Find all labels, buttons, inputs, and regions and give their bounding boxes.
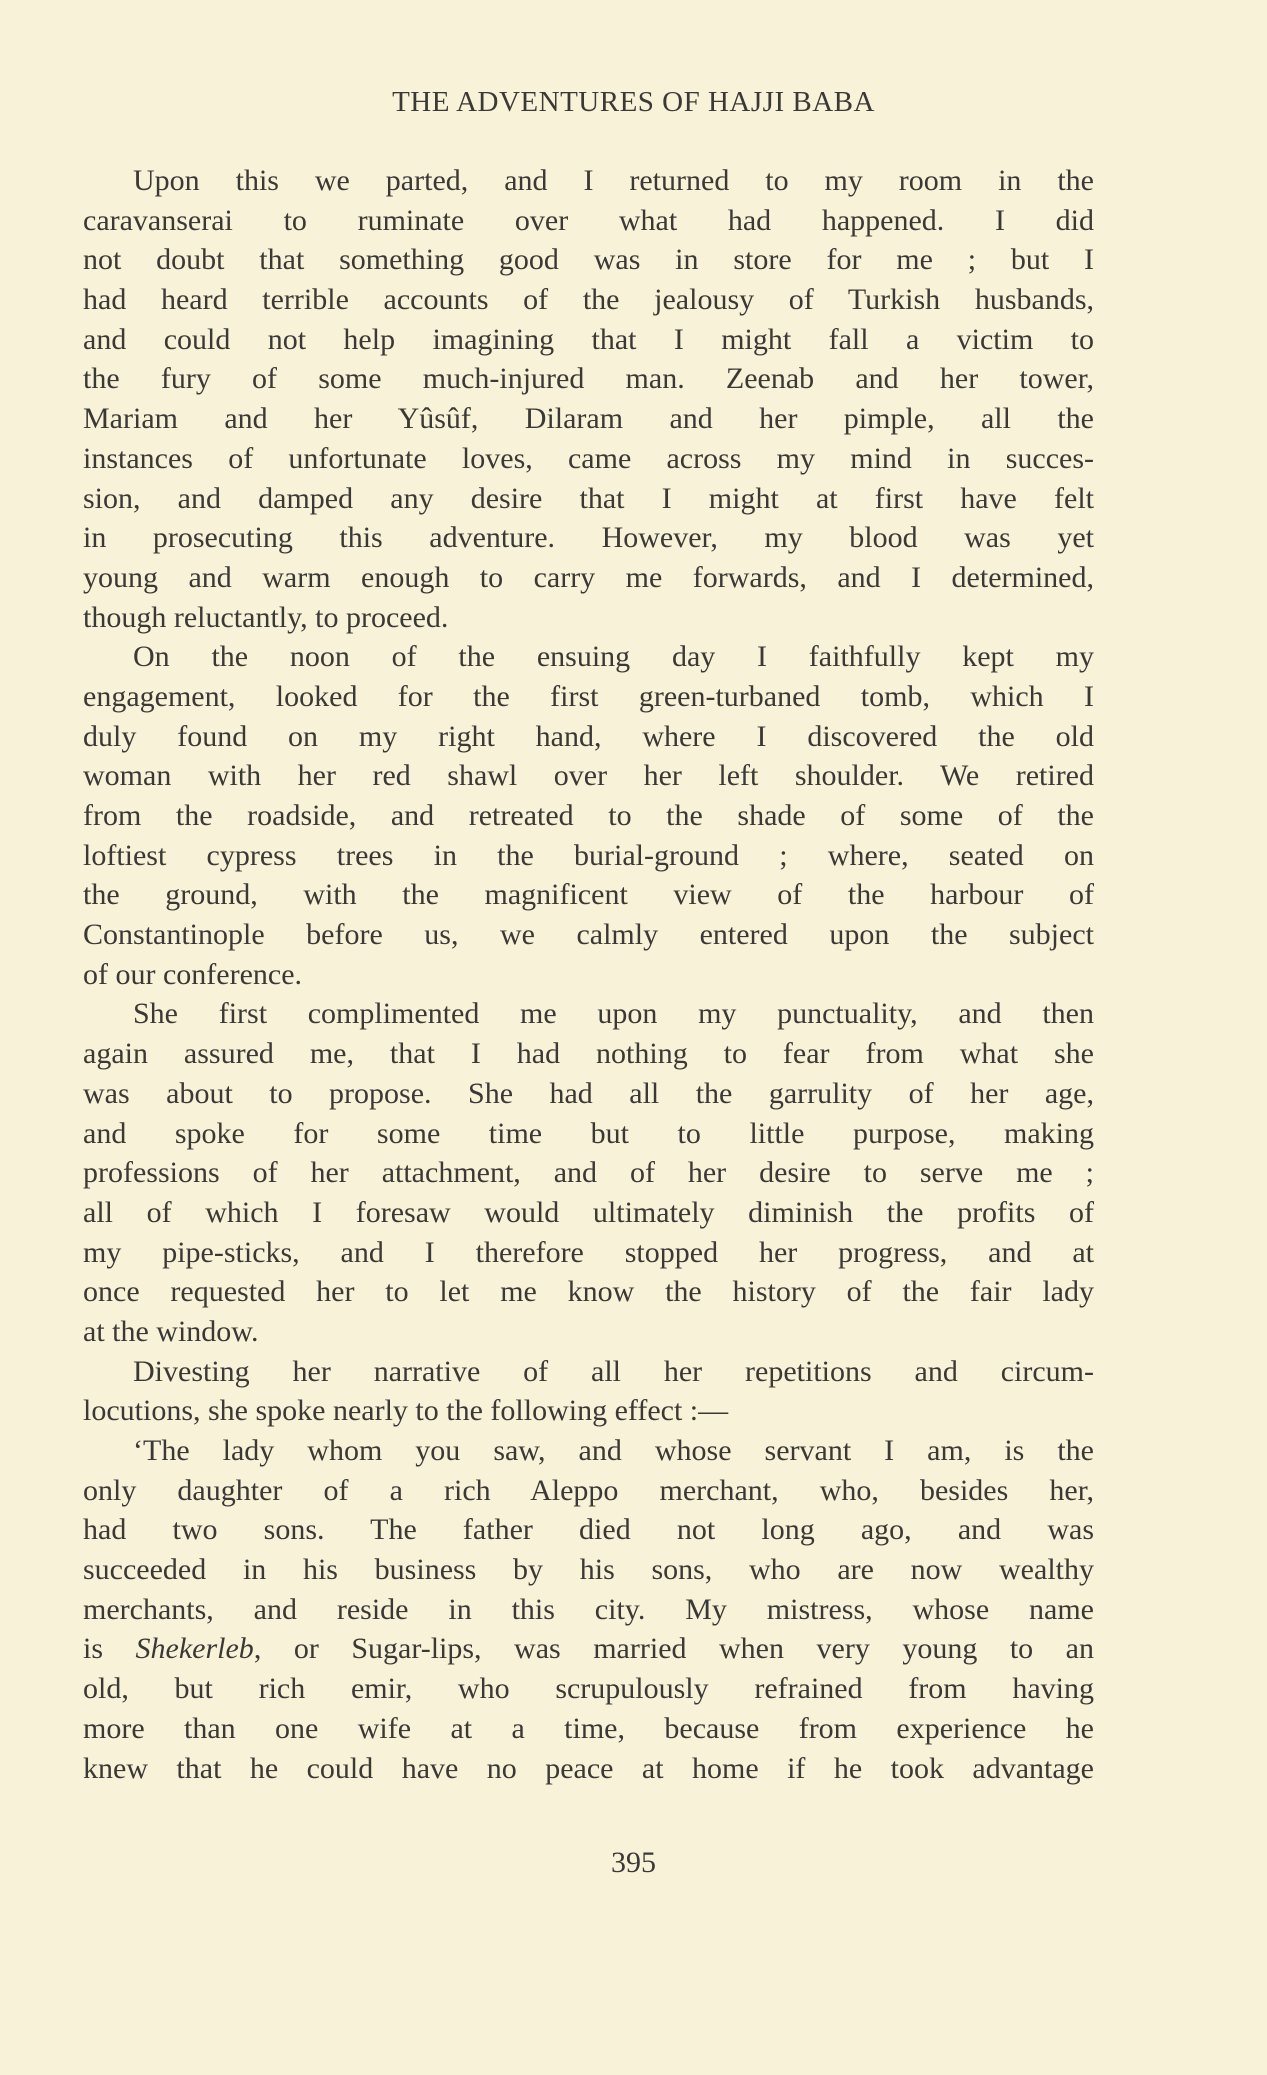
text-line: though reluctantly, to proceed. bbox=[83, 600, 449, 634]
text-line: caravanserai to ruminate over what had happened. I did bbox=[83, 203, 1094, 237]
text-line: merchants, and reside in this city. My mistress, whose name bbox=[83, 1592, 1094, 1626]
text-line: professions of her attachment, and of her desire to serve me ; bbox=[83, 1156, 1094, 1190]
running-header: THE ADVENTURES OF HAJJI BABA bbox=[392, 86, 875, 118]
text-segment: , or Sugar-lips, was married when very young to an bbox=[253, 1632, 1094, 1666]
text-line: Mariam and her Yûsûf, Dilaram and her pimple, all the bbox=[83, 402, 1094, 436]
text-line: and spoke for some time but to little purpose, making bbox=[83, 1116, 1094, 1150]
text-line: On the noon of the ensuing day I faithfully kept my bbox=[133, 640, 1094, 674]
text-line bbox=[83, 1629, 1094, 1669]
text-line: instances of unfortunate loves, came across my mind in succes- bbox=[83, 441, 1094, 475]
text-line: from the roadside, and retreated to the shade of some of the bbox=[83, 799, 1094, 832]
text-line: knew that he could have no peace at home if he took advantage bbox=[83, 1751, 1094, 1785]
text-line: engagement, looked for the first green-turbaned tomb, which I bbox=[83, 679, 1094, 713]
text-line: woman with her red shawl over her left shoulder. We retired bbox=[83, 759, 1094, 793]
text-line: Constantinople before us, we calmly entered upon the subject bbox=[83, 918, 1094, 952]
text-line: Upon this we parted, and I returned to my room in the bbox=[133, 164, 1094, 197]
text-line: at the window. bbox=[83, 1314, 259, 1348]
text-line: young and warm enough to carry me forwards, and I determined, bbox=[83, 560, 1094, 594]
text-line: only daughter of a rich Aleppo merchant, who, besides her, bbox=[83, 1473, 1094, 1507]
body-text bbox=[83, 161, 1094, 1788]
text-line: locutions, she spoke nearly to the following effect :— bbox=[83, 1394, 729, 1428]
text-line: had heard terrible accounts of the jealousy of Turkish husbands, bbox=[83, 283, 1094, 317]
text-line: She first complimented me upon my punctuality, and then bbox=[133, 997, 1094, 1031]
text-line: all of which I foresaw would ultimately diminish the profits of bbox=[83, 1195, 1094, 1229]
text-line: not doubt that something good was in store for me ; but I bbox=[83, 243, 1094, 277]
text-segment: is bbox=[83, 1632, 136, 1666]
text-line: again assured me, that I had nothing to fear from what she bbox=[83, 1037, 1094, 1071]
text-line: ‘The lady whom you saw, and whose servant I am, is the bbox=[133, 1434, 1094, 1467]
text-line: the fury of some much-injured man. Zeenab and her tower, bbox=[83, 362, 1094, 396]
text-line: in prosecuting this adventure. However, my blood was yet bbox=[83, 521, 1094, 555]
text-line: succeeded in his business by his sons, who are now wealthy bbox=[83, 1553, 1094, 1587]
paragraph bbox=[83, 1352, 1094, 1431]
paragraph bbox=[83, 994, 1094, 1351]
text-line: was about to propose. She had all the garrulity of her age, bbox=[83, 1076, 1094, 1110]
text-line: more than one wife at a time, because from experience he bbox=[83, 1711, 1094, 1745]
text-line: duly found on my right hand, where I discovered the old bbox=[83, 719, 1094, 753]
page-number: 395 bbox=[611, 1846, 656, 1879]
italic-name: Shekerleb bbox=[135, 1632, 254, 1666]
paragraph bbox=[83, 637, 1094, 994]
text-line: of our conference. bbox=[83, 957, 303, 991]
text-line: the ground, with the magnificent view of the harbour of bbox=[83, 878, 1094, 912]
text-line: had two sons. The father died not long ago, and was bbox=[83, 1513, 1094, 1547]
text-line: sion, and damped any desire that I might at first have felt bbox=[83, 481, 1094, 515]
text-line: old, but rich emir, who scrupulously refrained from having bbox=[83, 1672, 1094, 1706]
paragraph bbox=[83, 161, 1094, 637]
paragraph bbox=[83, 1431, 1094, 1788]
text-line: my pipe-sticks, and I therefore stopped her progress, and at bbox=[83, 1235, 1094, 1269]
text-line: loftiest cypress trees in the burial-ground ; where, seated on bbox=[83, 838, 1094, 872]
text-line: and could not help imagining that I might fall a victim to bbox=[83, 322, 1094, 356]
text-line: once requested her to let me know the history of the fair lady bbox=[83, 1275, 1094, 1309]
text-line: Divesting her narrative of all her repetitions and circum- bbox=[133, 1354, 1094, 1388]
